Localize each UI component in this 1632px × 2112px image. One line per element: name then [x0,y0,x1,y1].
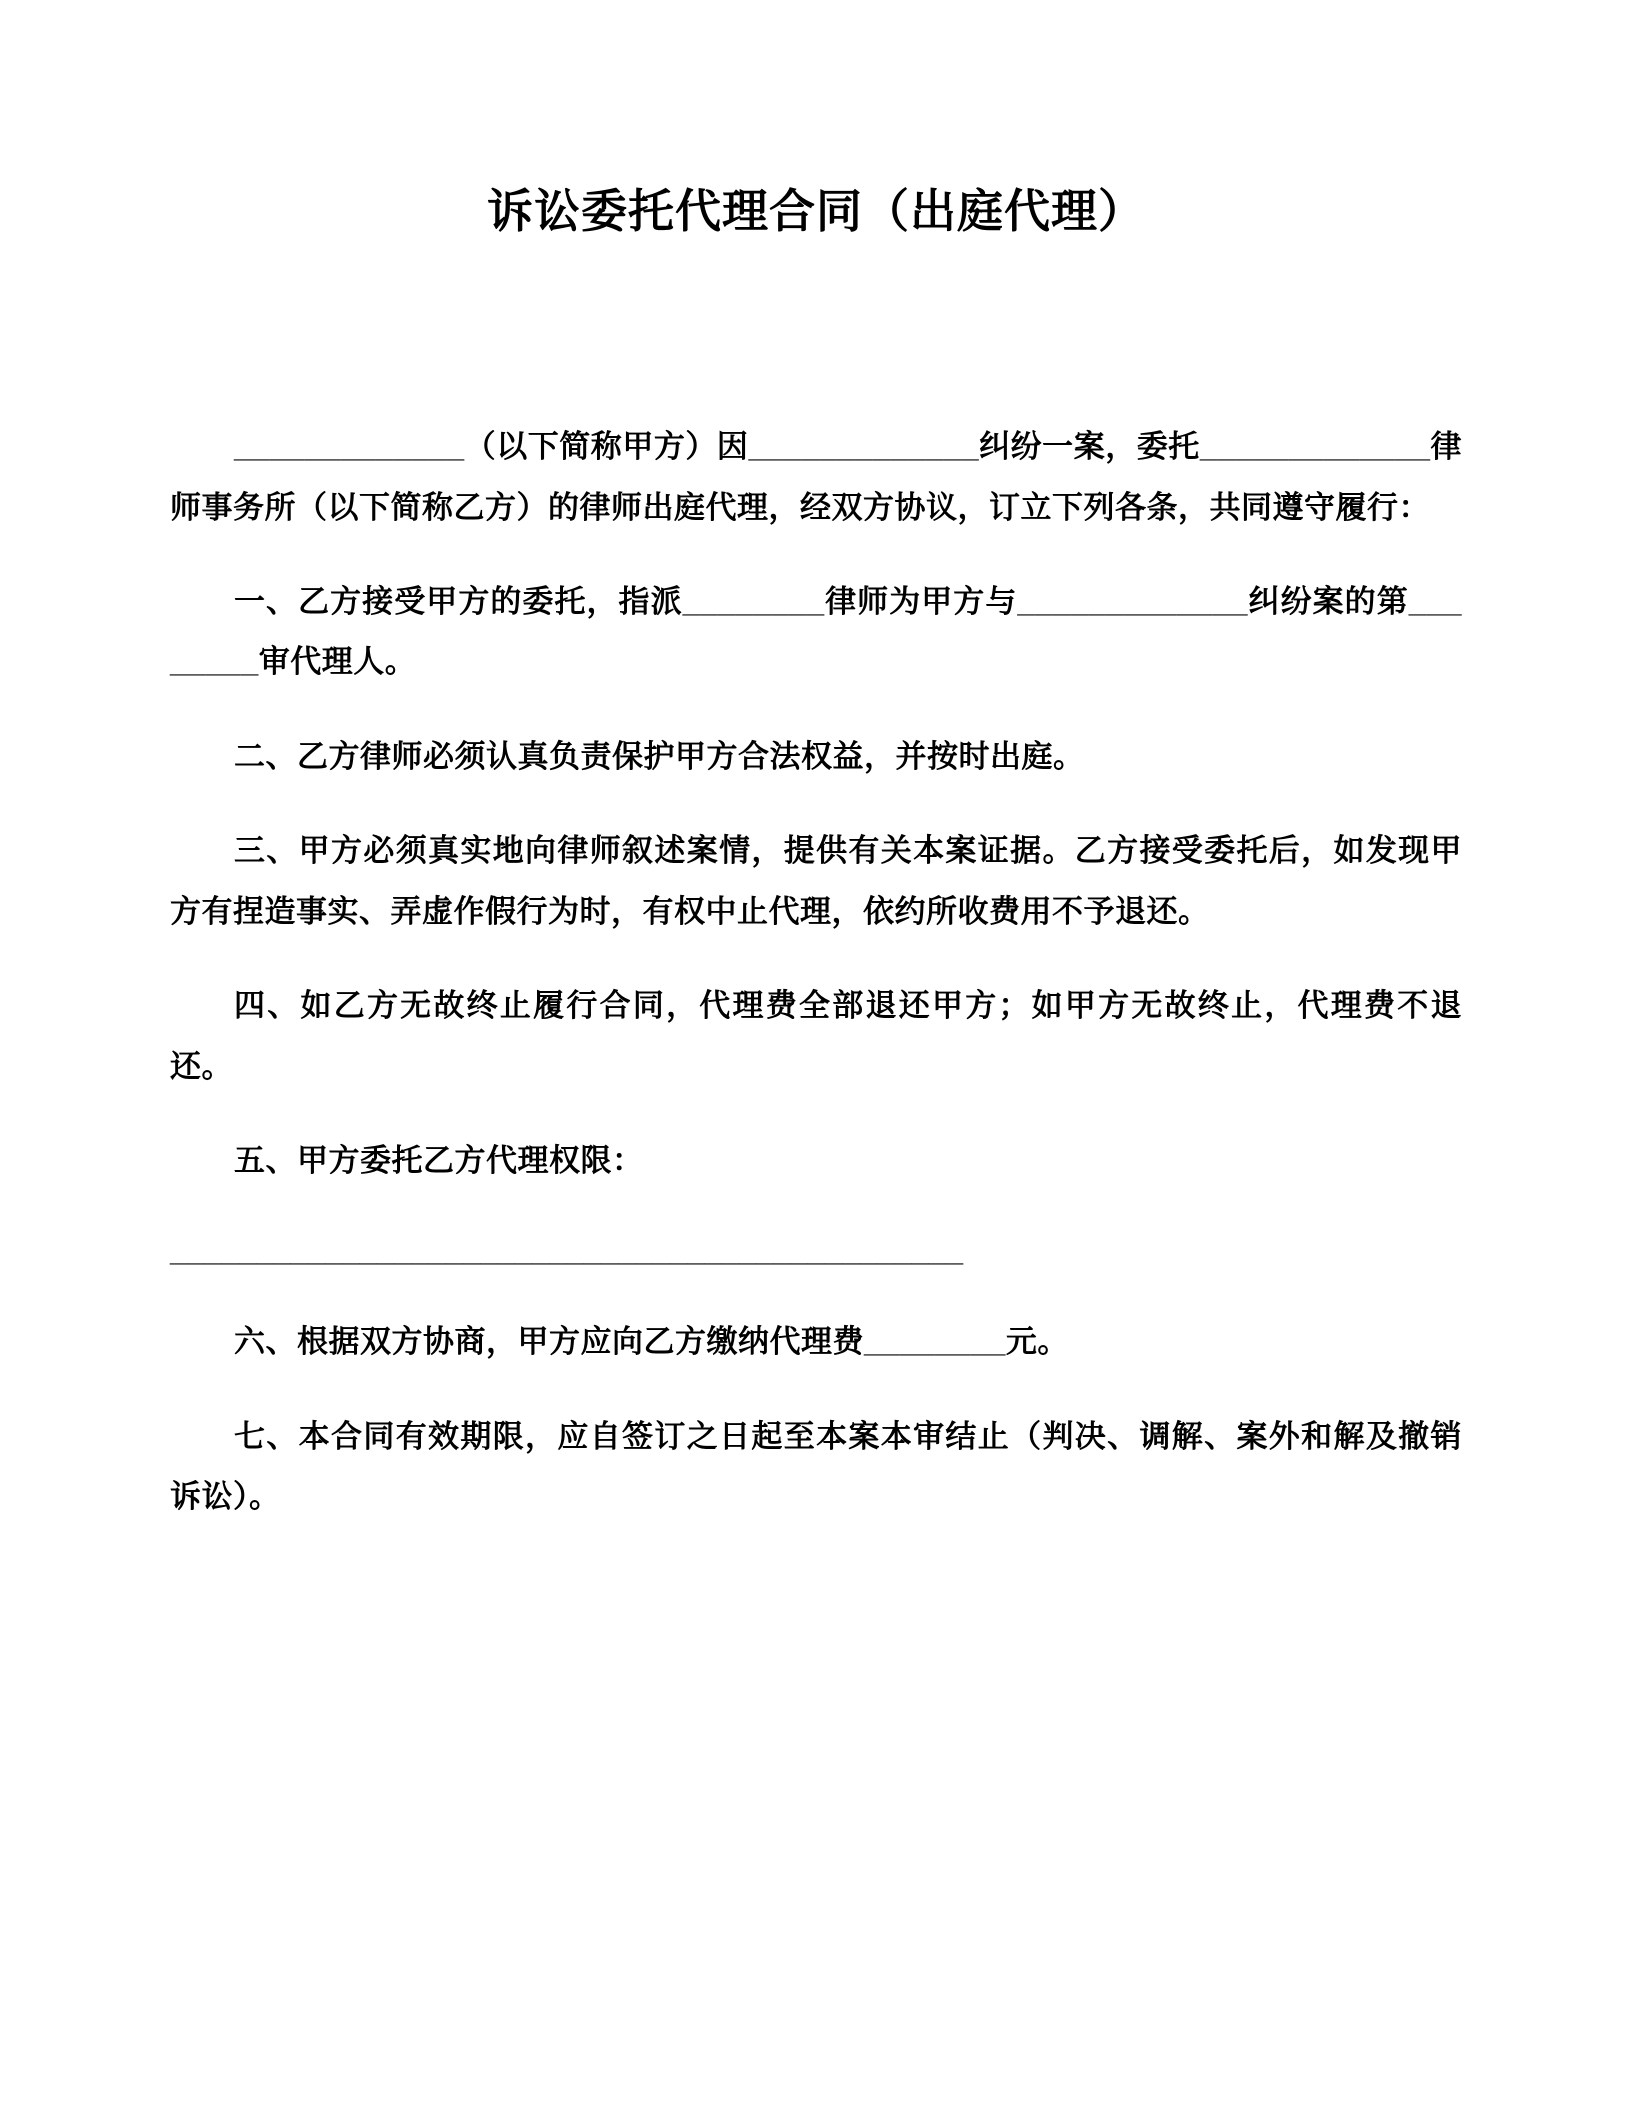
paragraph-clause-2: 二、乙方律师必须认真负责保护甲方合法权益，并按时出庭。 [234,738,1085,774]
paragraph-preamble: _____________（以下简称甲方）因_____________纠纷一案，委托_____________律师事务所（以下简称乙方）的律师出庭代理，经双方协议，订立下列各条，共同遵守履行： [170,429,1462,525]
paragraph-clause-3: 三、甲方必须真实地向律师叙述案情，提供有关本案证据。乙方接受委托后，如发现甲方有捏造事实、弄虚作假行为时，有权中止代理，依约所收费用不予退还。 [170,833,1462,929]
page-title: 诉讼委托代理合同（出庭代理） [487,185,1145,237]
document-body [170,417,1462,1527]
paragraph-clause-5: 五、甲方委托乙方代理权限： [234,1143,644,1179]
paragraph-clause-1: 一、乙方接受甲方的委托，指派________律师为甲方与_____________纠纷案的第________审代理人。 [170,583,1462,680]
paragraph-clause-4: 四、如乙方无故终止履行合同，代理费全部退还甲方；如甲方无故终止，代理费不退还。 [170,988,1462,1084]
blank-fill-rule: ______________________________________________ [170,1233,964,1269]
paragraph-clause-6: 六、根据双方协商，甲方应向乙方缴纳代理费________元。 [234,1324,1069,1360]
paragraph-clause-7: 七、本合同有效期限，应自签订之日起至本案本审结止（判决、调解、案外和解及撤销诉讼）。 [170,1418,1462,1515]
